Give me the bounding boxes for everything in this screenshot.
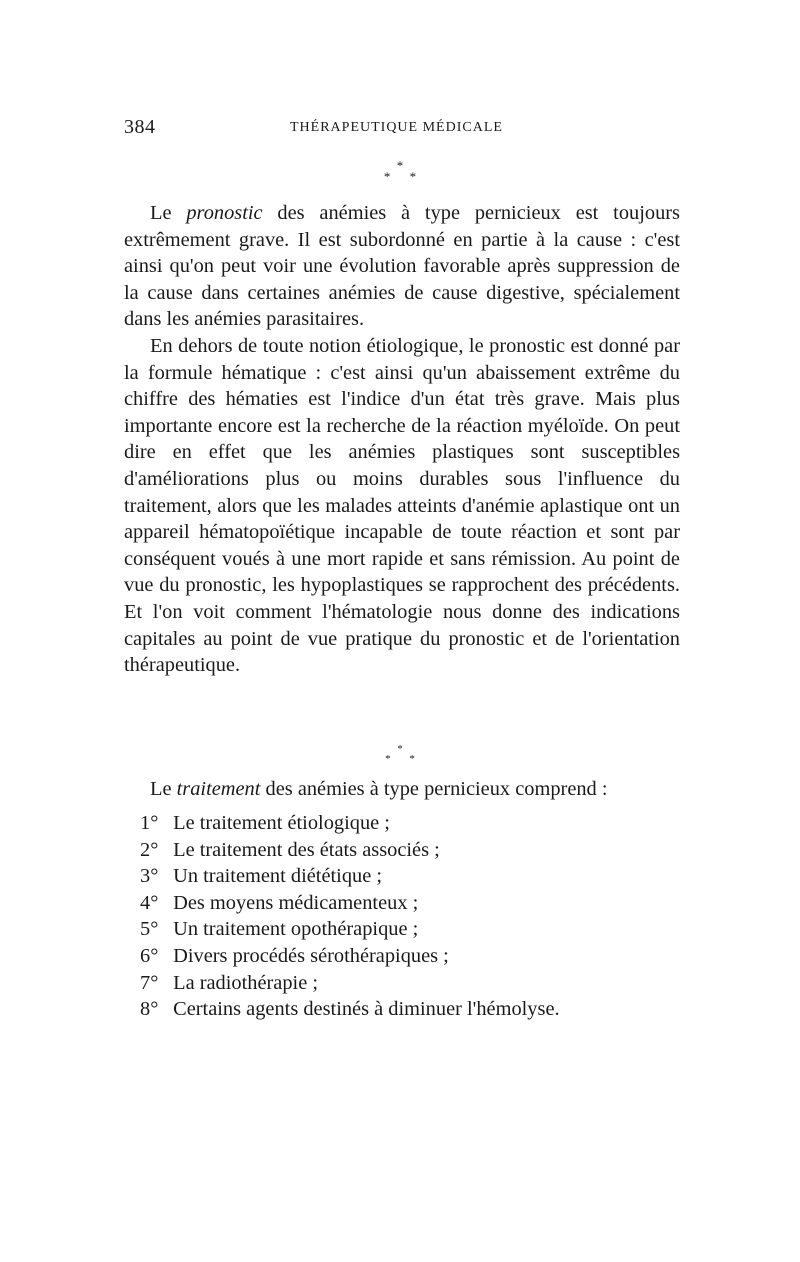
list-item-text: La radiothérapie ; [173, 971, 319, 994]
pronostic-paragraph-2: En dehors de toute notion étiologique, le pronostic est donné par la formule hématique : c'est ainsi qu'un abaissement extrême du chiffre des hématies est l'indice d'un état très grave. Mais plus importante encore est la recherche de la réaction myéloïde. On peut dire en effet que les anémies plastiques sont susceptibles d'améliorations plus ou moins durables sous l'influence du traitement, alors que les malades atteints d'anémie aplastique ont un appareil hématopoïétique incapable de toute réaction et sont par conséquent voués à une mort rapide et sans rémission. Au point de vue du pronostic, les hypoplastiques se rapprochent des précédents. Et l'on voit comment l'hématologie nous donne des indications capitales au point de vue pratique du pronostic et de l'orientation thérapeutique. [124, 334, 680, 677]
list-item-number: 4° [140, 891, 159, 914]
list-item [140, 916, 680, 943]
list-item-text: Des moyens médicamenteux ; [173, 891, 419, 914]
emphasis-pronostic: pronostic [186, 202, 263, 224]
list-item-text: Le traitement des états associés ; [173, 838, 440, 861]
traitement-intro [150, 776, 680, 803]
emphasis-traitement: traitement [176, 778, 261, 800]
list-item-number: 2° [140, 838, 159, 861]
list-item-text: Certains agents destinés à diminuer l'hémolyse. [173, 998, 560, 1021]
list-item [140, 863, 680, 890]
list-item-number: 1° [140, 812, 159, 834]
list-item-text: Un traitement opothérapique ; [173, 918, 419, 941]
list-item [140, 890, 680, 917]
treatment-list [140, 810, 680, 1023]
asterism-top: * [397, 743, 403, 755]
list-item [140, 837, 680, 864]
section-divider-asterism [0, 744, 800, 764]
list-item [140, 970, 680, 997]
list-item [140, 943, 680, 970]
section-divider-asterism [0, 160, 800, 182]
list-item-text: Le traitement étiologique ; [173, 812, 390, 834]
list-item-number: 3° [140, 865, 159, 888]
intro-body: des anémies à type pernicieux comprend : [260, 778, 608, 800]
paragraph-body: des anémies à type pernicieux est toujours extrêmement grave. Il est subordonné en partie à la cause : c'est ainsi qu'on peut voir une évolution favorable après suppression de la cause dans certaines anémies de cause digestive, spécialement dans les anémies parasitaires. [124, 202, 680, 331]
list-item [140, 810, 680, 837]
list-item-text: Divers procédés sérothérapiques ; [173, 944, 449, 967]
page-number: 384 [124, 116, 156, 138]
list-item-number: 7° [140, 971, 159, 994]
asterism-bottom: * * [385, 753, 423, 765]
running-title: THÉRAPEUTIQUE MÉDICALE [290, 120, 503, 135]
asterism-top: * [396, 158, 404, 173]
paragraph-lead: Le [150, 202, 187, 224]
asterism-bottom: * * [383, 169, 425, 184]
intro-lead: Le [150, 778, 177, 800]
list-item-text: Un traitement diététique ; [173, 865, 383, 888]
list-item [140, 996, 680, 1023]
list-item-number: 5° [140, 918, 159, 941]
list-item-number: 8° [140, 998, 159, 1021]
pronostic-paragraph-1 [124, 200, 680, 333]
page-header [124, 116, 680, 140]
list-item-number: 6° [140, 944, 159, 967]
pronostic-section [124, 200, 680, 679]
